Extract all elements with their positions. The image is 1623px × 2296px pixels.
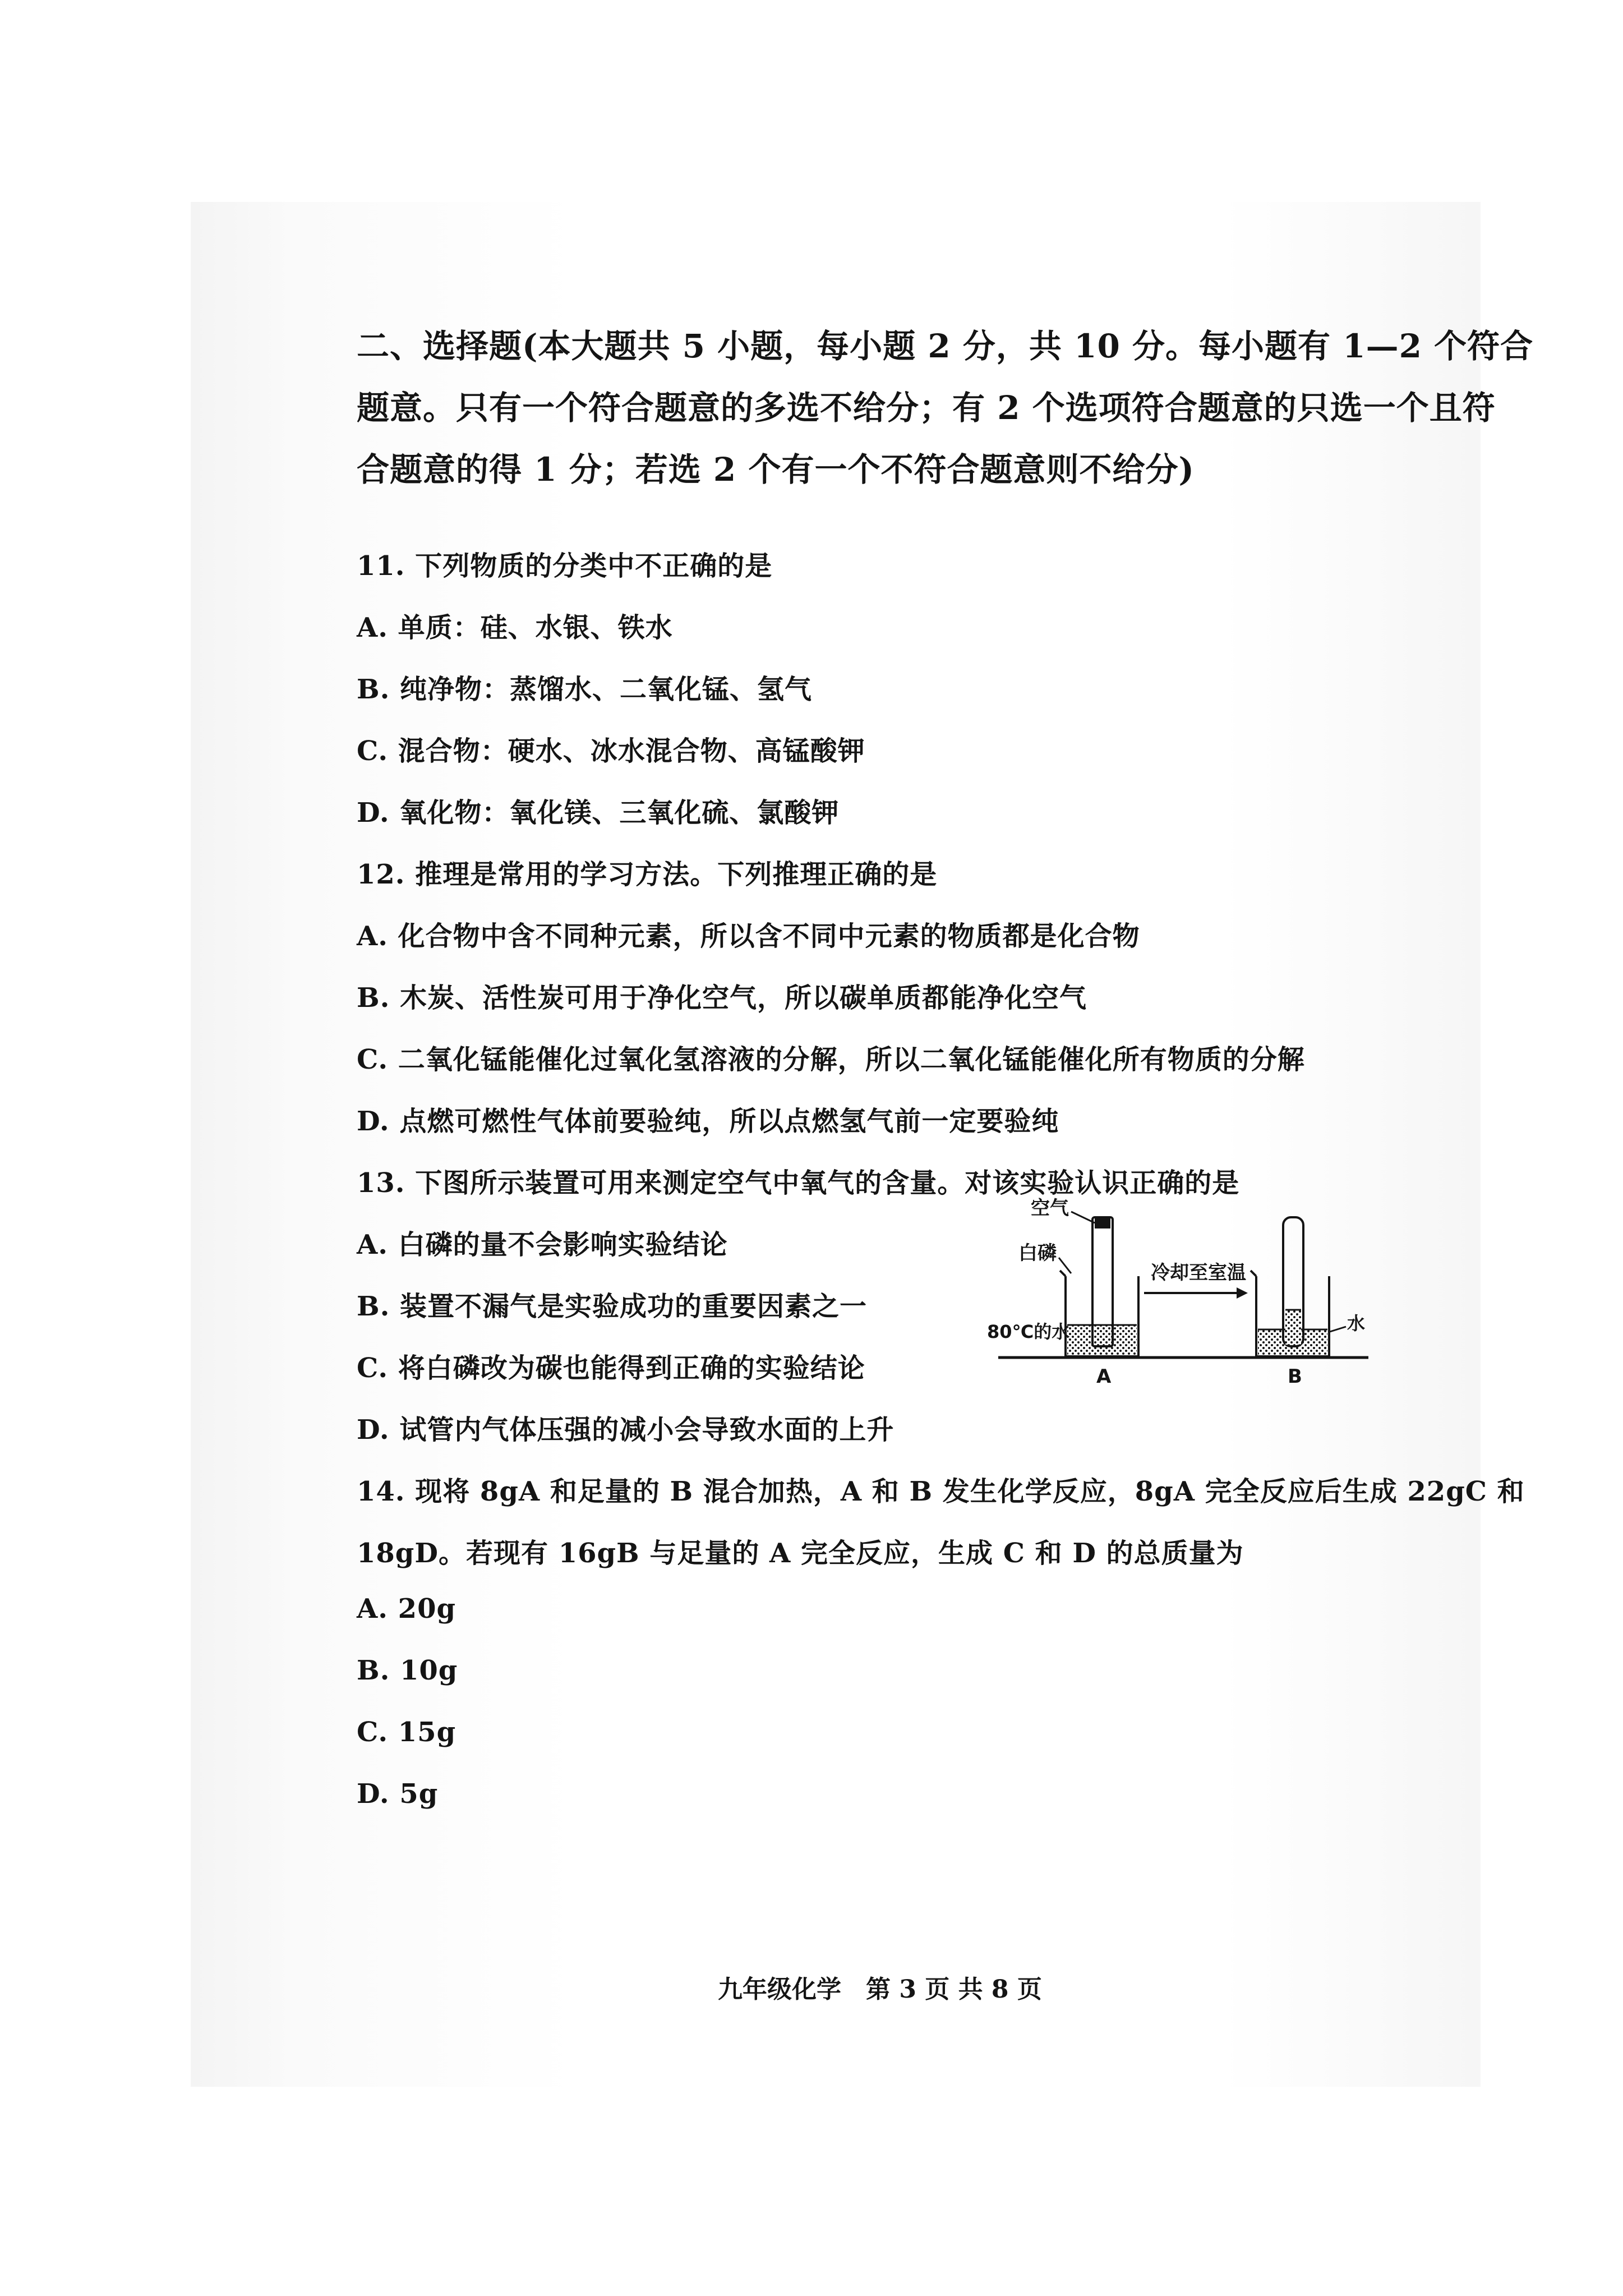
- question-11-stem: 11. 下列物质的分类中不正确的是: [357, 550, 773, 582]
- label-cool-to-room-temp: 冷却至室温: [1151, 1262, 1246, 1284]
- section-heading-line-1: 二、选择题(本大题共 5 小题，每小题 2 分，共 10 分。每小题有 1—2 个符合: [357, 327, 1534, 365]
- question-13-option-d: D. 试管内气体压强的减小会导致水面的上升: [357, 1414, 895, 1446]
- test-tube-b: [1283, 1217, 1303, 1346]
- question-11-option-c: C. 混合物：硬水、冰水混合物、高锰酸钾: [357, 735, 865, 767]
- question-14-stem-line-2: 18gD。若现有 16gB 与足量的 A 完全反应，生成 C 和 D 的总质量为: [357, 1538, 1244, 1569]
- question-11-option-a: A. 单质：硅、水银、铁水: [357, 612, 673, 643]
- question-12-option-a: A. 化合物中含不同种元素，所以含不同中元素的物质都是化合物: [357, 921, 1140, 952]
- question-12-option-b: B. 木炭、活性炭可用于净化空气，所以碳单质都能净化空气: [357, 982, 1087, 1014]
- label-a: A: [1096, 1365, 1112, 1388]
- question-14-option-b: B. 10g: [357, 1655, 458, 1686]
- question-14-option-c: C. 15g: [357, 1717, 457, 1748]
- label-white-phosphorus: 白磷: [1018, 1242, 1057, 1264]
- cooling-arrow: [1144, 1287, 1248, 1299]
- air-pointer-line: [1071, 1212, 1095, 1223]
- label-water: 水: [1347, 1313, 1366, 1334]
- question-14-option-d: D. 5g: [357, 1778, 439, 1810]
- question-13-option-c: C. 将白磷改为碳也能得到正确的实验结论: [357, 1352, 865, 1384]
- section-heading-line-2: 题意。只有一个符合题意的多选不给分；有 2 个选项符合题意的只选一个且符: [357, 389, 1496, 427]
- question-13-option-b: B. 装置不漏气是实验成功的重要因素之一: [357, 1291, 867, 1322]
- question-13-stem: 13. 下图所示装置可用来测定空气中氧气的含量。对该实验认识正确的是: [357, 1167, 1240, 1199]
- label-80c-water: 80℃的水: [987, 1321, 1070, 1342]
- question-11-option-d: D. 氧化物：氧化镁、三氧化硫、氯酸钾: [357, 797, 840, 829]
- oxygen-measurement-apparatus-diagram: [987, 1195, 1374, 1397]
- question-12-option-d: D. 点燃可燃性气体前要验纯，所以点燃氢气前一定要验纯: [357, 1106, 1059, 1137]
- label-air: 空气: [1031, 1197, 1069, 1220]
- water-pointer-line: [1328, 1327, 1346, 1332]
- question-14-stem-line-1: 14. 现将 8gA 和足量的 B 混合加热，A 和 B 发生化学反应，8gA 完全反应后生成 22gC 和: [357, 1476, 1525, 1507]
- page-footer: 九年级化学 第 3 页 共 8 页: [718, 1975, 1042, 2004]
- question-13-option-a: A. 白磷的量不会影响实验结论: [357, 1229, 728, 1260]
- question-11-option-b: B. 纯净物：蒸馏水、二氧化锰、氢气: [357, 674, 812, 705]
- label-b: B: [1288, 1365, 1302, 1388]
- question-14-option-a: A. 20g: [357, 1593, 457, 1625]
- question-12-stem: 12. 推理是常用的学习方法。下列推理正确的是: [357, 859, 938, 890]
- section-heading-line-3: 合题意的得 1 分；若选 2 个有一个不符合题意则不给分): [357, 450, 1195, 489]
- question-12-option-c: C. 二氧化锰能催化过氧化氢溶液的分解，所以二氧化锰能催化所有物质的分解: [357, 1044, 1305, 1075]
